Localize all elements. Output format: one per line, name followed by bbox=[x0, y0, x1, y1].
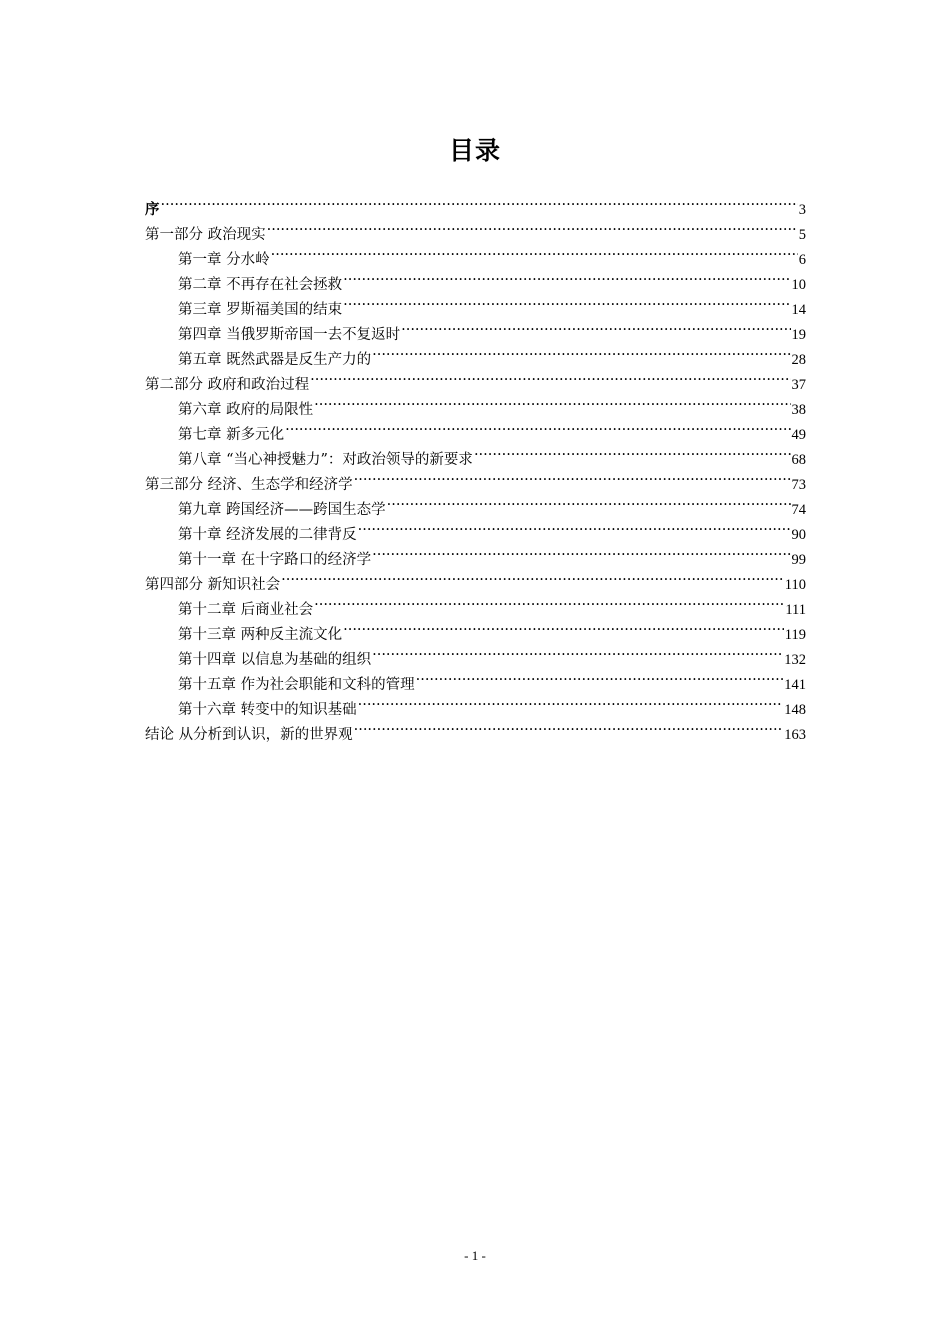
toc-entry-label: 第十二章 后商业社会 bbox=[178, 602, 314, 618]
toc-entry-page-number: 99 bbox=[791, 552, 806, 568]
toc-entry-page-number: 14 bbox=[791, 302, 806, 318]
toc-entry-page-number: 74 bbox=[791, 502, 806, 518]
toc-entry-page-number: 90 bbox=[791, 527, 806, 543]
toc-entry-page-number: 19 bbox=[791, 327, 806, 343]
dot-leader bbox=[285, 414, 790, 439]
dot-leader bbox=[343, 614, 784, 639]
toc-entry-label: 第十六章 转变中的知识基础 bbox=[178, 702, 357, 718]
dot-leader bbox=[401, 314, 790, 339]
toc-entry-page-number: 132 bbox=[784, 652, 806, 668]
toc-entry-page-number: 119 bbox=[784, 627, 806, 643]
toc-entry-page-number: 163 bbox=[784, 727, 806, 743]
page-footer: - 1 - bbox=[464, 1248, 486, 1263]
dot-leader bbox=[358, 514, 791, 539]
toc-entry-label: 第六章 政府的局限性 bbox=[178, 402, 314, 418]
toc-entry-page-number: 5 bbox=[798, 227, 806, 243]
dot-leader bbox=[387, 489, 791, 514]
dot-leader bbox=[372, 539, 790, 564]
dot-leader bbox=[343, 264, 790, 289]
toc-entry-label: 第八章 “当心神授魅力”：对政治领导的新要求 bbox=[178, 452, 473, 468]
toc-entry-label: 第七章 新多元化 bbox=[178, 427, 285, 443]
toc-entry-label: 第三部分 经济、生态学和经济学 bbox=[145, 477, 353, 493]
toc-entry-label: 结论 从分析到认识，新的世界观 bbox=[145, 727, 353, 743]
toc-entry-page-number: 38 bbox=[791, 402, 806, 418]
toc-entry-label: 第十章 经济发展的二律背反 bbox=[178, 527, 357, 543]
toc-entry-label: 第三章 罗斯福美国的结束 bbox=[178, 302, 343, 318]
dot-leader bbox=[314, 589, 784, 614]
dot-leader bbox=[358, 689, 784, 714]
dot-leader bbox=[354, 714, 784, 739]
dot-leader bbox=[343, 289, 790, 314]
dot-leader bbox=[281, 564, 784, 589]
dot-leader bbox=[372, 639, 783, 664]
toc-entry-page-number: 10 bbox=[791, 277, 806, 293]
toc-entry-label: 第十三章 两种反主流文化 bbox=[178, 627, 343, 643]
toc-entry-label: 第十一章 在十字路口的经济学 bbox=[178, 552, 372, 568]
toc-entry[interactable] bbox=[145, 189, 806, 218]
dot-leader bbox=[372, 339, 790, 364]
toc-entry-label: 第二部分 政府和政治过程 bbox=[145, 377, 310, 393]
dot-leader bbox=[474, 439, 791, 464]
toc-entry-page-number: 49 bbox=[791, 427, 806, 443]
toc-entry-label: 第一部分 政治现实 bbox=[145, 227, 266, 243]
toc-entry-page-number: 37 bbox=[791, 377, 806, 393]
dot-leader bbox=[271, 239, 798, 264]
dot-leader bbox=[314, 389, 790, 414]
toc-entry-label: 第十四章 以信息为基础的组织 bbox=[178, 652, 372, 668]
toc-entry-page-number: 3 bbox=[798, 202, 806, 218]
toc-entry-label: 第九章 跨国经济——跨国生态学 bbox=[178, 502, 386, 518]
toc-entry-label: 第一章 分水岭 bbox=[178, 252, 270, 268]
table-of-contents bbox=[145, 189, 806, 743]
page-title: 目录 bbox=[448, 136, 501, 165]
dot-leader bbox=[354, 464, 791, 489]
toc-entry-label: 第二章 不再存在社会拯救 bbox=[178, 277, 343, 293]
dot-leader bbox=[267, 214, 798, 239]
toc-entry-label: 第十五章 作为社会职能和文科的管理 bbox=[178, 677, 415, 693]
toc-entry-label: 第五章 既然武器是反生产力的 bbox=[178, 352, 372, 368]
toc-entry-page-number: 110 bbox=[784, 577, 806, 593]
dot-leader bbox=[416, 664, 784, 689]
toc-entry-page-number: 73 bbox=[791, 477, 806, 493]
toc-entry-page-number: 6 bbox=[798, 252, 806, 268]
toc-entry-page-number: 148 bbox=[784, 702, 806, 718]
toc-entry-page-number: 111 bbox=[785, 602, 806, 618]
toc-entry[interactable] bbox=[145, 214, 806, 243]
toc-entry-page-number: 68 bbox=[791, 452, 806, 468]
toc-entry-label: 第四章 当俄罗斯帝国一去不复返时 bbox=[178, 327, 401, 343]
toc-entry-label: 序 bbox=[145, 202, 160, 218]
toc-entry-page-number: 141 bbox=[784, 677, 806, 693]
toc-entry-page-number: 28 bbox=[791, 352, 806, 368]
dot-leader bbox=[310, 364, 790, 389]
toc-entry-label: 第四部分 新知识社会 bbox=[145, 577, 281, 593]
dot-leader bbox=[161, 189, 798, 214]
